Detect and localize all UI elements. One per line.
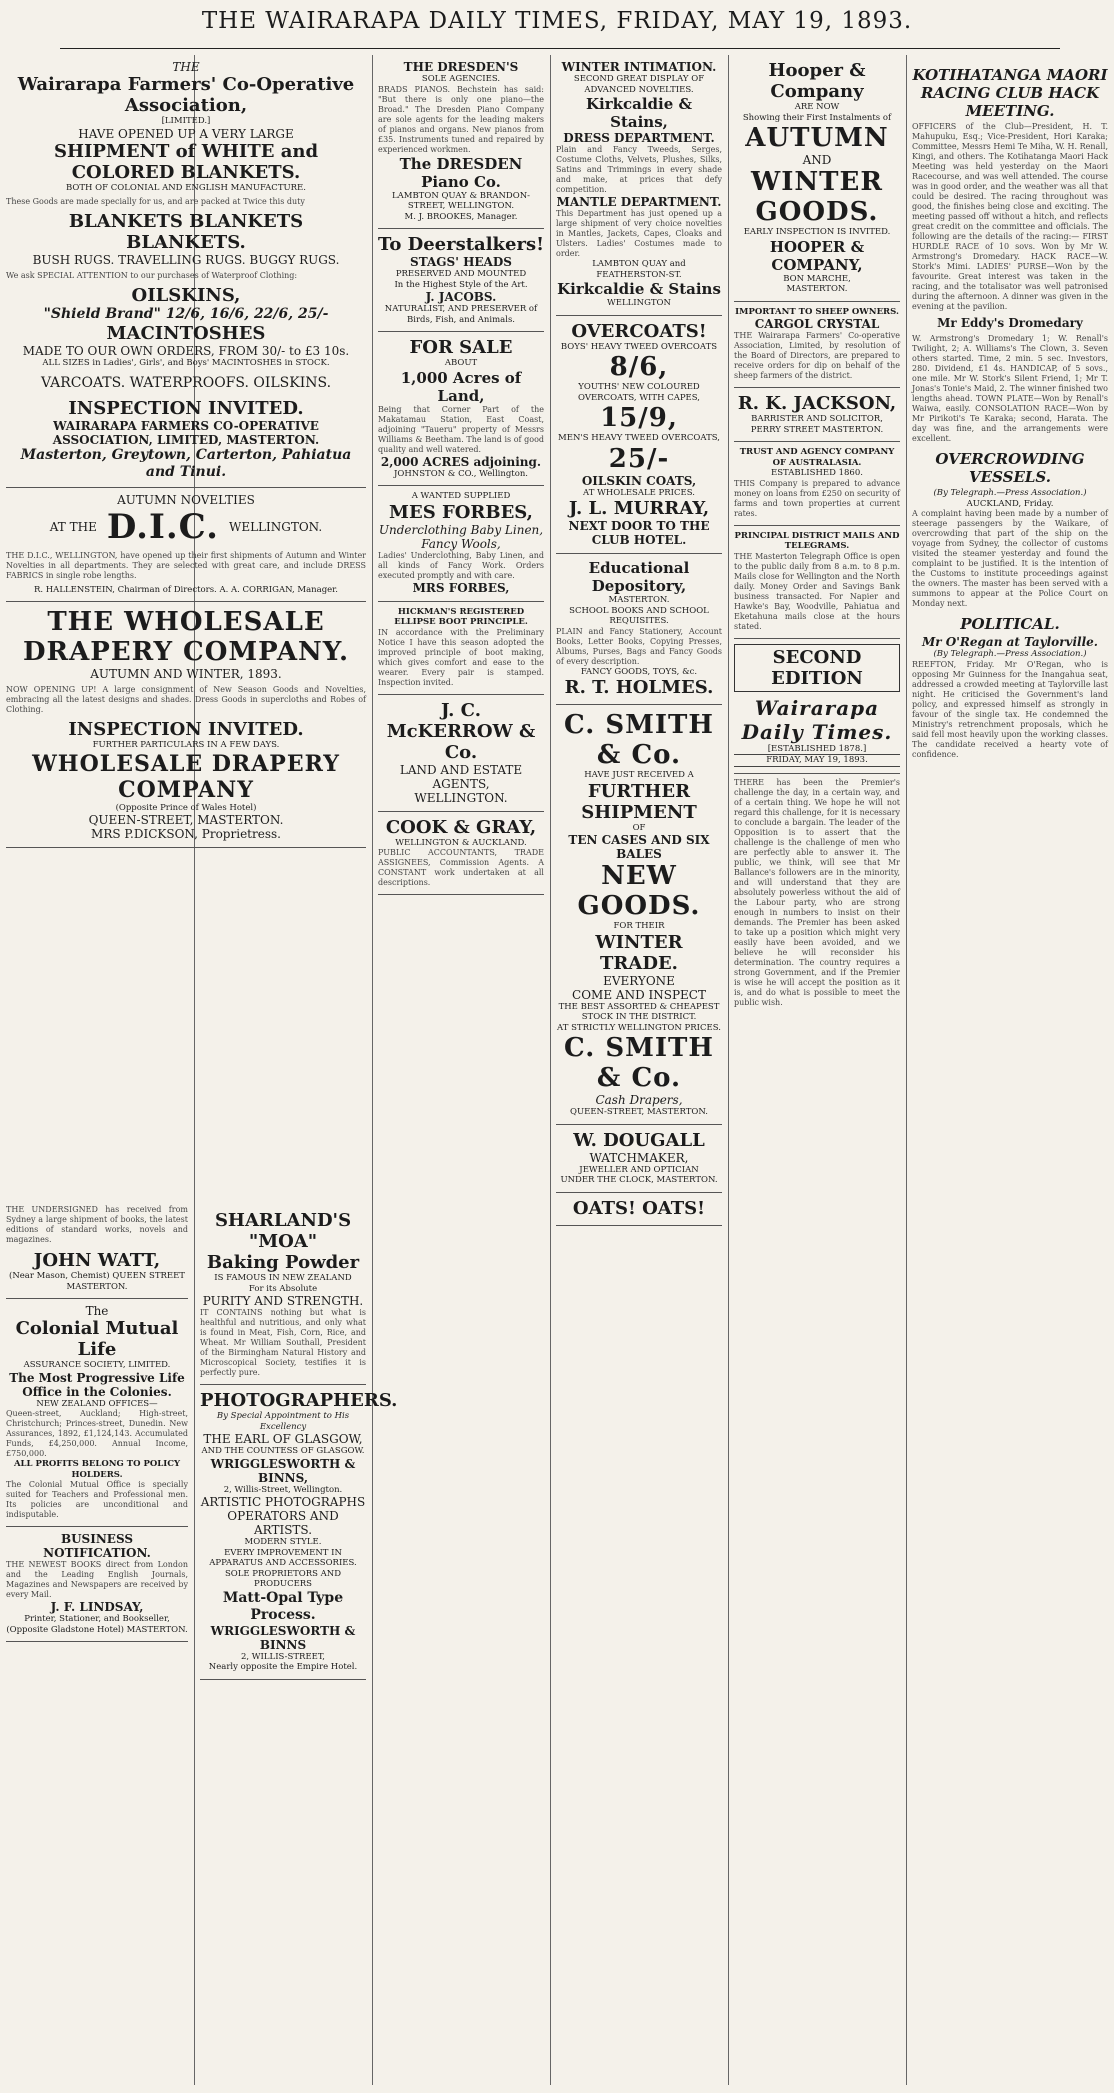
educational-body: PLAIN and Fancy Stationery, Account Books, Letter Books, Copying Presses, Albums, Purses, Bags and Fancy Goods of every description. — [556, 626, 722, 666]
farmers-blankets: BLANKETS BLANKETS BLANKETS. — [68, 211, 304, 253]
colonial-ad — [6, 1299, 188, 1527]
forbes-title: MES FORBES, — [389, 501, 533, 523]
overcrowding-place: AUCKLAND, Friday. — [966, 498, 1054, 509]
dougall-trade: WATCHMAKER, — [589, 1150, 689, 1165]
column-3 — [372, 55, 550, 2085]
educational-ad — [556, 554, 722, 705]
oats-head: OATS! OATS! — [572, 1197, 706, 1219]
watt-list: THE UNDERSIGNED has received from Sydney a large shipment of books, the latest editions of standard works, novels and magazines. — [6, 1205, 188, 1244]
wholesale-company: WHOLESALE DRAPERY COMPANY — [32, 750, 340, 803]
photo-name: WRIGGLESWORTH & BINNS, — [210, 1456, 356, 1485]
watt-desc: (Near Mason, Chemist) QUEEN STREET MASTERTON. — [9, 1271, 185, 1292]
sale-block: 2,000 ACRES adjoining. — [380, 454, 542, 469]
hooper-goods: GOODS. — [755, 197, 879, 227]
colonial-body: Queen-street, Auckland; High-street, Christchurch; Princes-street, Dunedin. New Assurances, 1892, £1,124,143. Accumulated Funds, £4,250,000. Annual Income, £750,000. — [6, 1409, 188, 1458]
colonial-name: Colonial Mutual Life — [15, 1318, 179, 1360]
smith-stock: THE BEST ASSORTED & CHEAPEST STOCK IN THE DISTRICT. — [558, 1001, 720, 1022]
stags-head: To Deerstalkers! — [378, 234, 544, 255]
dresden-sole: SOLE AGENCIES. — [421, 74, 501, 84]
hooper-winter: WINTER — [751, 167, 883, 197]
smith-winter: WINTER TRADE. — [595, 931, 683, 974]
dougall-also: JEWELLER AND OPTICIAN — [579, 1164, 699, 1175]
kirk-mantle-body: This Department has just opened up a large shipment of very choice novelties in Mantles, Jackets, Capes, Cloaks and Ulsters. Ladies' Costumes made to order. — [556, 209, 722, 258]
cook-body: PUBLIC ACCOUNTANTS, TRADE ASSIGNEES, Commission Agents. A CONSTANT work undertaken at all descriptions. — [378, 848, 544, 887]
sale-head: FOR SALE — [409, 337, 513, 358]
kirk-dept: DRESS DEPARTMENT. — [563, 131, 715, 145]
overcoats-murray: J. L. MURRAY, — [568, 498, 710, 519]
sharland-purity: PURITY AND STRENGTH. — [202, 1294, 364, 1308]
masthead-rule — [60, 48, 1060, 49]
dougall-ad — [556, 1125, 722, 1193]
overcoats-next: NEXT DOOR TO THE CLUB HOTEL. — [568, 519, 710, 547]
farmers-name: Wairarapa Farmers' Co-Operative Association, — [17, 74, 355, 116]
kirk-wellington: WELLINGTON — [607, 298, 671, 308]
smith-cash: Cash Drapers, — [595, 1093, 683, 1107]
farmers-made: MADE TO OUR OWN ORDERS, FROM 30/- to £3 10s. — [22, 344, 350, 358]
dougall-name: W. DOUGALL — [573, 1129, 705, 1151]
farmers-oilskins: OILSKINS, — [131, 285, 241, 306]
smith-everyone: EVERYONE — [603, 973, 675, 988]
hooper-autumn: AUTUMN — [745, 123, 889, 153]
jackson-ad — [734, 388, 900, 442]
overcoats-ad — [556, 316, 722, 555]
stags-name: J. JACOBS. — [425, 290, 497, 304]
dresden-body: BRADS PIANOS. Bechstein has said: "But there is only one piano—the Broad." The Dresden Piano Company are sole agents for the leading makers of pianos and organs. New pianos from £35. Instruments tuned and repaired by experienced workmen. — [378, 84, 544, 154]
kotihatanga-more: W. Armstrong's Dromedary 1; W. Renall's Twilight, 2; A. Williams's The Clown, 3. Seven others started. Time, 2 min. 5 sec. Investors, 280. Dividend, £1 4s. HANDICAP, of 5 sovs., one mile. Mr W. Stork's Silent Friend, 1; Mr T. Jonas's Tonie's Maid, 2. The winner finished two lengths ahead. TOWN PLATE—Won by Renall's Waiwa, easily. CONSOLATION RACE—Won by Mr Pirikoti's Te Karaka; second, Harata. The day was fine, and the arrangements were excellent. — [912, 334, 1108, 443]
smith-have: HAVE JUST RECEIVED A — [584, 770, 694, 780]
business-name: J. F. LINDSAY, — [50, 1600, 144, 1614]
hooper-and: AND — [802, 153, 832, 167]
photo-matt: Matt-Opal Type Process. — [222, 1589, 344, 1623]
column-4 — [550, 55, 728, 2085]
overcrowding-by: (By Telegraph.—Press Association.) — [933, 488, 1087, 498]
sale-agent: JOHNSTON & CO., Wellington. — [393, 468, 529, 479]
farmers-limited: [LIMITED.] — [161, 116, 211, 126]
dic-managers: R. HALLENSTEIN, Chairman of Directors. A. A. CORRIGAN, Manager. — [33, 584, 339, 595]
sale-ad — [378, 332, 544, 486]
mckerrow-name: J. C. McKERROW & Co. — [386, 699, 536, 763]
educational-books: SCHOOL BOOKS AND SCHOOL REQUISITES. — [569, 605, 709, 626]
cook-ad — [378, 812, 544, 896]
farmers-assoc: WAIRARAPA FARMERS CO-OPERATIVE ASSOCIATION, LIMITED, MASTERTON. — [52, 418, 320, 447]
sharland-for: For its Absolute — [248, 1283, 318, 1294]
colonial-nz: NEW ZEALAND OFFICES— — [36, 1398, 158, 1409]
farmers-special: We ask SPECIAL ATTENTION to our purchases of Waterproof Clothing: — [6, 271, 298, 280]
hooper-ad — [734, 55, 900, 302]
masthead — [0, 8, 1114, 50]
forbes-body: Ladies' Underclothing, Baby Linen, and all kinds of Fancy Work. Orders executed promptly and with care. — [378, 550, 544, 580]
farmers-shipment: SHIPMENT of WHITE and COLORED BLANKETS. — [53, 140, 319, 183]
dic-name: D.I.C. — [106, 506, 219, 547]
smith-of: OF — [632, 822, 646, 833]
winter-ad — [556, 55, 722, 316]
mckerrow-agents: AGENTS, — [432, 776, 490, 791]
second-edition — [734, 639, 900, 774]
dougall-sub: UNDER THE CLOCK, MASTERTON. — [560, 1175, 718, 1185]
political-body: REEFTON, Friday. Mr O'Regan, who is opposing Mr Guinness for the Inangahua seat, addressed a crowded meeting at Taylorville last night. He criticised the Government's land policy, and expressed himself as strongly in favour of the single tax. He condemned the Ministry's retrenchment proposals, which he said fell most heavily upon the working classes. The candidate received a hearty vote of confidence. — [912, 659, 1108, 759]
news-text: THERE has been the Premier's challenge the day, in a certain way, and of a certain thing. We hope he will not regard this challenge, for it is necessary to conclude a bargain. The leader of the Opposition is to assert that the challenge is the challenge of men who are perfectly able to answer it. The public, we think, will see that Mr Ballance's followers are in the minority, and will understand that they are absolutely powerless without the aid of the Labour party, who are strong enough in numbers to insist on their demands. The Premier has been asked to take up a position which might very easily have been avoided, and we believe he will reconsider his determination. The country requires a strong Government, and if the Premier is wise he will accept the position as it is, and do what is possible to meet the public wish. — [734, 777, 900, 1007]
educational-head: Educational Depository, — [588, 559, 690, 595]
dresden-company: The DRESDEN Piano Co. — [399, 154, 523, 191]
kotihatanga-head: KOTIHATANGA MAORI RACING CLUB HACK MEETING. — [912, 66, 1108, 120]
dic-body: THE D.I.C., WELLINGTON, have opened up their first shipments of Autumn and Winter Novelties in all departments. They are selected with great care, and include DRESS FABRICS in single robe lengths. — [6, 550, 366, 580]
stags-ad — [378, 229, 544, 332]
forbes-ad — [378, 486, 544, 602]
overcrowding-head: OVERCROWDING VESSELS. — [935, 450, 1085, 486]
dresden-manager: M. J. BROOKES, Manager. — [404, 211, 518, 222]
dresden-head: THE DRESDEN'S — [403, 60, 519, 74]
colonial-society: ASSURANCE SOCIETY, LIMITED. — [23, 1360, 171, 1370]
farmers-sizes: ALL SIZES in Ladies', Girls', and Boys' MACINTOSHES in STOCK. — [42, 358, 330, 368]
photo-every: EVERY IMPROVEMENT IN APPARATUS AND ACCESSORIES. — [209, 1547, 357, 1568]
smith-prices: AT STRICTLY WELLINGTON PRICES. — [557, 1022, 721, 1033]
business-ad — [6, 1527, 188, 1642]
photo-ad — [200, 1385, 398, 1680]
smith-cases: TEN CASES AND SIX BALES — [568, 833, 710, 861]
mails-head: PRINCIPAL DISTRICT MAILS AND TELEGRAMS. — [734, 530, 900, 551]
overcrowding-body: A complaint having been made by a number of steerage passengers by the Waikare, of overcrowding that part of the ship on the voyage from Sydney, the collector of customs visited the steamer yesterday and found the complaint to be justified. It is the intention of the Customs to institute proceedings against the owners. The master has been served with a summons to appear at the Police Court on Monday next. — [912, 509, 1108, 608]
farmers-towns: Masterton, Greytown, Carterton, Pahiatua and Tinui. — [20, 446, 352, 480]
watt-ad — [6, 1245, 188, 1299]
sharland-powder: Baking Powder — [206, 1252, 360, 1273]
trust-head: TRUST AND AGENCY COMPANY OF AUSTRALASIA. — [739, 447, 895, 468]
educational-place: MASTERTON. — [608, 595, 670, 605]
overcoats-men: MEN'S HEAVY TWEED OVERCOATS, — [558, 433, 720, 443]
sharland-body: IT CONTAINS nothing but what is healthful and nutritious, and only what is found in Meat, Fish, Corn, Rice, and Wheat. Mr William Southall, President of the Birmingham Natural History and Microscopical Society, testifies it is perfectly pure. — [200, 1308, 366, 1377]
photo-name2: WRIGGLESWORTH & BINNS — [210, 1623, 356, 1652]
masthead-title: THE WAIRARAPA DAILY TIMES, FRIDAY, MAY 19, 1893. — [201, 8, 913, 34]
column-2-lower — [194, 1205, 398, 2085]
photo-appoint: By Special Appointment to His Excellency — [216, 1411, 350, 1432]
jackson-trade: BARRISTER AND SOLICITOR, — [751, 414, 883, 424]
column-5 — [728, 55, 906, 2085]
cargol-name: CARGOL CRYSTAL — [754, 317, 880, 331]
stags-style: In the Highest Style of the Art. — [394, 279, 528, 290]
sharland-ad — [200, 1205, 366, 1385]
cook-place: WELLINGTON & AUCKLAND. — [395, 837, 527, 848]
dic-at: AT THE — [49, 519, 97, 534]
photo-nearly: Nearly opposite the Empire Hotel. — [208, 1662, 358, 1672]
photo-head: PHOTOGRAPHERS. — [200, 1390, 398, 1411]
farmers-prices: "Shield Brand" 12/6, 16/6, 22/6, 25/- — [43, 306, 329, 322]
wholesale-ad — [6, 602, 366, 848]
column-6 — [906, 55, 1114, 2085]
dresden-ad — [378, 55, 544, 229]
sale-acres: 1,000 Acres of Land, — [400, 368, 522, 405]
kirk-name2: Kirkcaldie & Stains — [557, 280, 721, 298]
sale-body: Being that Corner Part of the Makatamau Station, East Coast, adjoining "Taueru" property of Messrs Williams & Beetham. The land is of good quality and well watered. — [378, 404, 544, 454]
photo-art: ARTISTIC PHOTOGRAPHS — [200, 1495, 366, 1509]
dic-novelties: AUTUMN NOVELTIES — [117, 492, 255, 507]
overcoats-oilskin: OILSKIN COATS, — [581, 473, 697, 488]
second-head: SECOND EDITION — [734, 644, 900, 692]
farmers-ad — [6, 55, 366, 488]
farmers-macintoshes: MACINTOSHES — [106, 323, 266, 344]
oats-ad — [556, 1193, 722, 1226]
business-body: THE NEWEST BOOKS direct from London and the Leading English Journals, Magazines and Newspapers are received by every Mail. — [6, 1560, 188, 1599]
photo-operators: OPERATORS AND ARTISTS. — [227, 1509, 339, 1537]
photo-addr: 2, Willis-Street, Wellington. — [223, 1484, 343, 1495]
forbes-name: MRS FORBES, — [412, 580, 510, 595]
farmers-the: THE — [172, 60, 200, 74]
political-head: POLITICAL. — [960, 615, 1060, 633]
sharland-shop: SHARLAND'S "MOA" — [214, 1210, 352, 1252]
smith-come: COME AND INSPECT — [572, 987, 706, 1002]
smith-name: C. SMITH & Co. — [564, 710, 714, 770]
farmers-coats: VARCOATS. WATERPROOFS. OILSKINS. — [40, 374, 332, 391]
sale-about: ABOUT — [444, 358, 478, 368]
dresden-street: LAMBTON QUAY & BRANDON-STREET, WELLINGTON. — [391, 190, 531, 211]
cargol-body: THE Wairarapa Farmers' Co-operative Association, Limited, by resolution of the Board of Directors, are prepared to receive orders for dip on behalf of the sheep farmers of the district. — [734, 331, 900, 380]
smith-further: FURTHER SHIPMENT — [581, 780, 697, 823]
hooper-early: EARLY INSPECTION IS INVITED. — [743, 227, 891, 237]
second-date: FRIDAY, MAY 19, 1893. — [734, 754, 900, 767]
hooper-are: ARE NOW — [794, 102, 840, 112]
overcoats-price2: 15/9, — [600, 403, 678, 433]
wholesale-season: AUTUMN AND WINTER, 1893. — [90, 667, 282, 681]
smith-for: FOR THEIR — [613, 921, 665, 931]
overcoats-head: OVERCOATS! — [571, 320, 707, 342]
wholesale-opposite: (Opposite Prince of Wales Hotel) — [115, 802, 257, 813]
educational-name: R. T. HOLMES. — [564, 677, 714, 698]
dic-city: WELLINGTON. — [228, 519, 323, 534]
kotihatanga-body: OFFICERS of the Club—President, H. T. Mahupuku, Esq.; Vice-President, Hori Karaka; Committee, Messrs Hemi Te Miha, W. H. Renall, Kingi, and others. The Kotihatanga Maori Hack Meeting was held yesterday on the Maori Racecourse, and was well attended. The course was in good order, and the weather was all that could be desired. The racing throughout was good, the finishes being close and exciting. The meeting passed off without a hitch, and reflects great credit on the committee and officials. The following are the details of the racing:— FIRST HURDLE RACE of 10 sovs. Won by Mr W. Armstrong's Dromedary. HACK RACE—W. Stork's Mimi. LADIES' PURSE—Won by the favourite. Great interest was taken in the racing, and the totalisator was well patronised during the afternoon. A dinner was given in the evening at the pavilion. — [912, 122, 1108, 311]
trust-body: THIS Company is prepared to advance money on loans from £250 on security of farms and town properties at current rates. — [734, 478, 900, 518]
kirk-dress-body: Plain and Fancy Tweeds, Serges, Costume Cloths, Velvets, Plushes, Silks, Satins and Trimmings in every shade and make, at prices that defy competition. — [556, 145, 722, 194]
mails-body: THE Masterton Telegraph Office is open to the public daily from 8 a.m. to 8 p.m. Mails close for Wellington and the North daily. Money Order and Savings Bank business transacted. For Napier and Hawke's Bay, Woodville, Pahiatua and Eketahuna mails close at the hours stated. — [734, 551, 900, 631]
overcoats-boys: BOYS' HEAVY TWEED OVERCOATS — [560, 341, 718, 352]
hickman-ad — [378, 602, 544, 695]
photo-sole: SOLE PROPRIETORS AND PRODUCERS — [224, 1568, 342, 1589]
colonial-more: The Colonial Mutual Office is specially suited for Teachers and Professional men. Its policies are unconditional and indisputable. — [6, 1480, 188, 1519]
photo-countess: AND THE COUNTESS OF GLASGOW. — [201, 1446, 365, 1456]
overcoats-youth: YOUTHS' NEW COLOURED OVERCOATS, WITH CAPES, — [578, 382, 700, 403]
sharland-famous: IS FAMOUS IN NEW ZEALAND — [214, 1273, 352, 1283]
kirk-addr: LAMBTON QUAY and FEATHERSTON-ST. — [592, 259, 686, 280]
overcoats-price1: 8/6, — [609, 352, 669, 382]
wholesale-body: NOW OPENING UP! A large consignment of New Season Goods and Novelties, embracing all the latest designs and shades. Dress Goods in supercloths and Robes of Clothing. — [6, 685, 366, 714]
column-1-lower — [0, 1205, 194, 2085]
farmers-invited: INSPECTION INVITED. — [68, 397, 304, 419]
dic-ad — [6, 488, 366, 603]
jackson-office: PERRY STREET MASTERTON. — [750, 424, 884, 435]
cargol-head: IMPORTANT TO SHEEP OWNERS. — [735, 306, 899, 317]
mckerrow-city: WELLINGTON. — [414, 790, 508, 805]
trust-year: ESTABLISHED 1860. — [771, 468, 863, 478]
photo-modern: MODERN STYLE. — [244, 1537, 322, 1547]
wholesale-invited: INSPECTION INVITED. — [68, 719, 304, 740]
smith-new: NEW GOODS. — [577, 861, 701, 921]
business-desc: Printer, Stationer, and Bookseller, (Opposite Gladstone Hotel) MASTERTON. — [6, 1614, 188, 1635]
farmers-body: These Goods are made specially for us, and are packed at Twice this duty — [6, 197, 305, 206]
jackson-name: R. K. JACKSON, — [737, 393, 897, 414]
watt-name: JOHN WATT, — [33, 1250, 161, 1271]
smith-name2: C. SMITH & Co. — [564, 1033, 714, 1093]
hickman-body: IN accordance with the Preliminary Notice I have this season adopted the improved principle of boot making, which gives comfort and ease to the wearer. Every pair is stamped. Inspection invited. — [378, 627, 544, 687]
wholesale-prop: MRS P.DICKSON, Proprietress. — [91, 827, 281, 841]
smith-street: QUEEN-STREET, MASTERTON. — [569, 1107, 708, 1117]
farmers-both: BOTH OF COLONIAL AND ENGLISH MANUFACTURE. — [66, 182, 306, 193]
trust-ad — [734, 442, 900, 526]
colonial-profits: ALL PROFITS BELONG TO POLICY HOLDERS. — [13, 1459, 181, 1480]
winter-season: SECOND GREAT DISPLAY OF ADVANCED NOVELTIES. — [573, 74, 705, 95]
photo-addr2: 2, WILLIS-STREET, — [241, 1651, 325, 1662]
hooper-march: BON MARCHE, — [783, 273, 851, 284]
smith-ad — [556, 705, 722, 1125]
overcoats-wholesale: AT WHOLESALE PRICES. — [583, 487, 695, 498]
farmers-kinds: BUSH RUGS. TRAVELLING RUGS. BUGGY RUGS. — [32, 253, 340, 267]
cook-name: COOK & GRAY, — [385, 816, 537, 838]
stags-trade: NATURALIST, AND PRESERVER of Birds, Fish, and Animals. — [384, 304, 538, 325]
forbes-sub: Underclothing Baby Linen, Fancy Wools, — [378, 522, 544, 551]
business-head: BUSINESS NOTIFICATION. — [43, 1532, 151, 1560]
wholesale-further: FURTHER PARTICULARS IN A FEW DAYS. — [92, 740, 280, 750]
educational-fancy: FANCY GOODS, TOYS, &c. — [580, 666, 698, 677]
hickman-head: HICKMAN'S REGISTERED ELLIPSE BOOT PRINCIPLE. — [394, 606, 528, 627]
second-paper: Wairarapa Daily Times. — [741, 695, 893, 744]
wholesale-name: THE WHOLESALE DRAPERY COMPANY. — [22, 607, 350, 667]
hooper-place: MASTERTON. — [786, 284, 848, 294]
kirk-name: Kirkcaldie & Stains, — [585, 95, 693, 131]
political-by: (By Telegraph.—Press Association.) — [933, 649, 1087, 659]
kotihatanga-section — [912, 55, 1108, 766]
overcoats-price3: 25/- — [608, 443, 670, 474]
photo-earl: THE EARL OF GLASGOW, — [203, 1432, 363, 1446]
kirk-mantles: MANTLE DEPARTMENT. — [556, 195, 722, 209]
mckerrow-ad — [378, 695, 544, 812]
forbes-head: A WANTED SUPPLIED — [411, 491, 511, 501]
mckerrow-land: LAND AND ESTATE — [399, 762, 523, 777]
hooper-showing: Showing their First Instalments of — [742, 112, 892, 123]
hooper-name2: HOOPER & COMPANY, — [769, 237, 865, 274]
stags-title: STAGS' HEADS — [410, 255, 512, 269]
second-est: [ESTABLISHED 1878.] — [767, 743, 867, 754]
mails-ad — [734, 526, 900, 639]
cargol-ad — [734, 302, 900, 389]
colonial-tagline: The Most Progressive Life Office in the Colonies. — [9, 1370, 185, 1399]
wholesale-street: QUEEN-STREET, MASTERTON. — [88, 813, 284, 827]
political-sub: Mr O'Regan at Taylorville. — [922, 635, 1098, 649]
winter-head: WINTER INTIMATION. — [561, 60, 717, 74]
farmers-opened: HAVE OPENED UP A VERY LARGE — [78, 126, 294, 141]
kotihatanga-results: Mr Eddy's Dromedary — [937, 316, 1083, 330]
colonial-the: The — [85, 1304, 109, 1318]
stags-preserved: PRESERVED AND MOUNTED — [395, 269, 527, 279]
hooper-name: Hooper & Company — [768, 60, 866, 102]
